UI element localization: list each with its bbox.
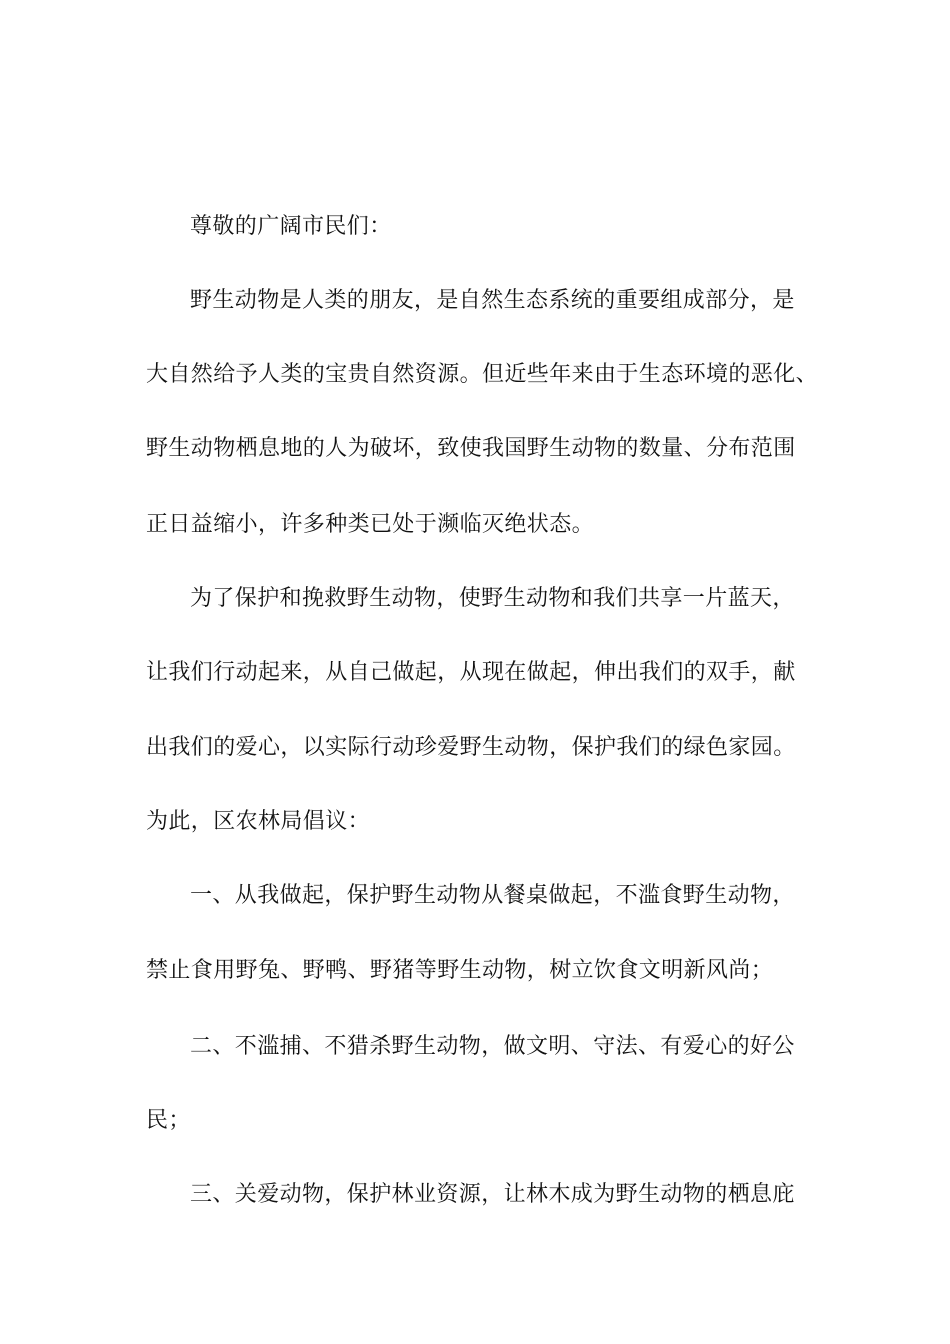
paragraph-2-line-4: 为此，区农林局倡议： <box>146 809 371 834</box>
paragraph-2-line-3: 出我们的爱心，以实际行动珍爱野生动物，保护我们的绿色家园。 <box>146 735 796 760</box>
paragraph-2-line-1: 为了保护和挽救野生动物，使野生动物和我们共享一片蓝天， <box>190 586 795 611</box>
paragraph-1-line-2: 大自然给予人类的宝贵自然资源。但近些年来由于生态环境的恶化、 <box>146 362 819 387</box>
proposal-1-line-1: 一、从我做起，保护野生动物从餐桌做起，不滥食野生动物， <box>190 883 795 908</box>
proposal-3-line-1: 三、关爱动物，保护林业资源，让林木成为野生动物的栖息庇 <box>190 1182 795 1207</box>
paragraph-1-line-3: 野生动物栖息地的人为破坏，致使我国野生动物的数量、分布范围 <box>146 436 796 461</box>
proposal-2-line-2: 民； <box>146 1108 191 1133</box>
proposal-2-line-1: 二、不滥捕、不猎杀野生动物，做文明、守法、有爱心的好公 <box>190 1034 795 1059</box>
paragraph-2-line-2: 让我们行动起来，从自己做起，从现在做起，伸出我们的双手，献 <box>146 660 796 685</box>
salutation: 尊敬的广阔市民们： <box>190 214 392 239</box>
paragraph-1-line-1: 野生动物是人类的朋友，是自然生态系统的重要组成部分，是 <box>190 288 795 313</box>
paragraph-1-line-4: 正日益缩小，许多种类已处于濒临灭绝状态。 <box>146 512 595 537</box>
proposal-1-line-2: 禁止食用野兔、野鸭、野猪等野生动物，树立饮食文明新风尚； <box>146 958 774 983</box>
